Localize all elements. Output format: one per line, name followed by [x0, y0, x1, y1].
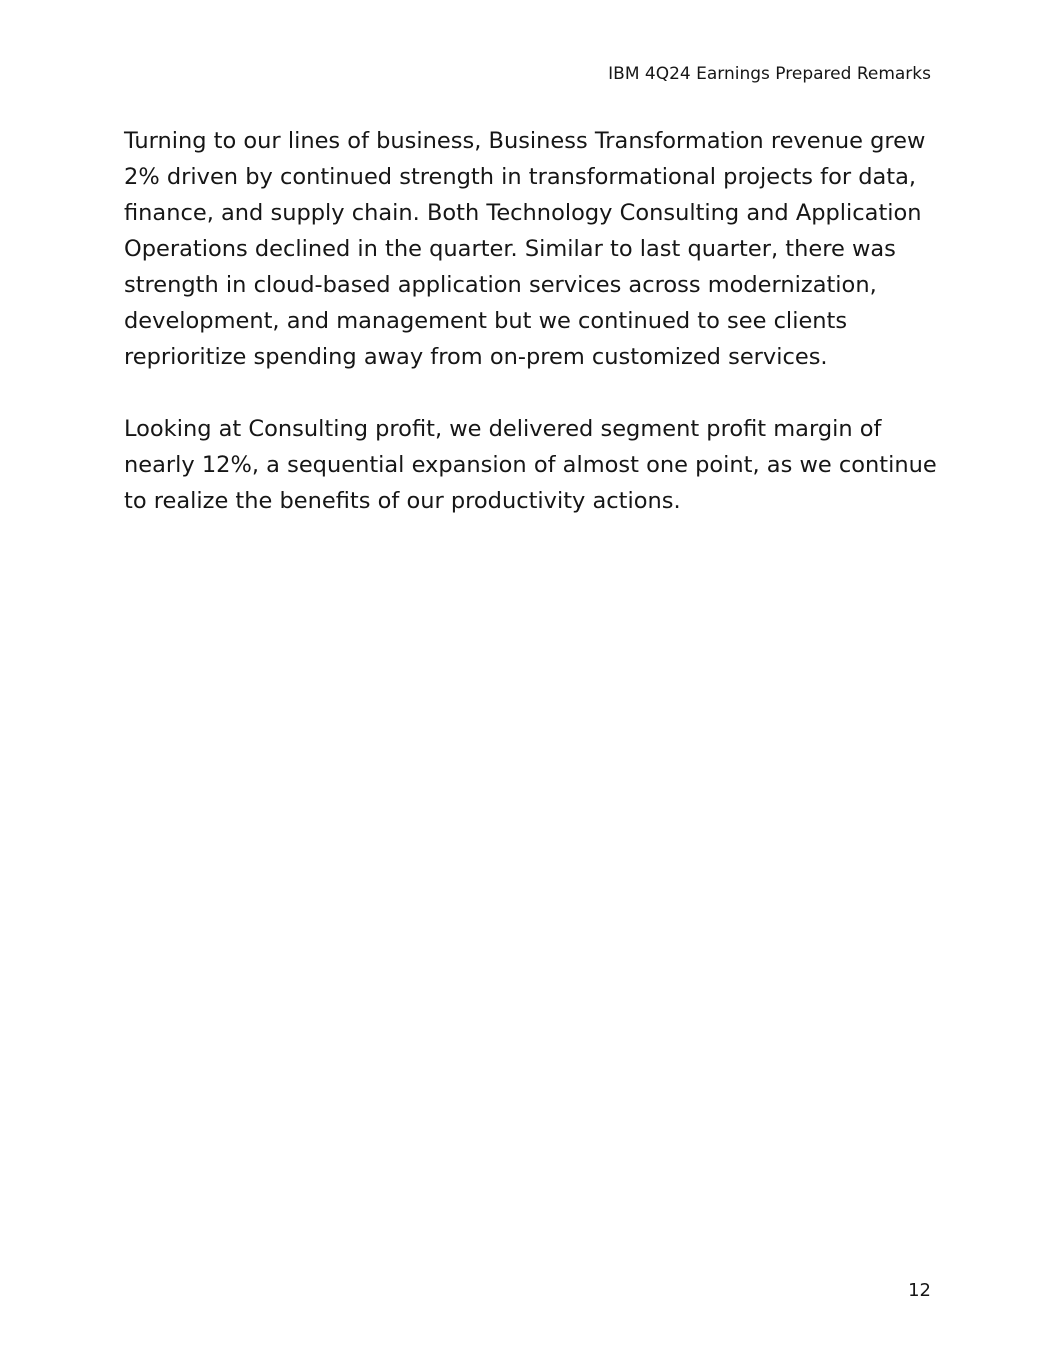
- paragraph-lines-of-business: Turning to our lines of business, Business Transformation revenue grew 2% driven by continued strength in transformational projects for data, finance, and supply chain. Both Technology Consulting and Application Operations declined in the quarter. Similar to last quarter, there was strength in cloud-based application services across modernization, development, and management but we continued to see clients reprioritize spending away from on-prem customized services.: [124, 128, 926, 370]
- running-header: IBM 4Q24 Earnings Prepared Remarks: [608, 64, 931, 84]
- body-text: [124, 123, 939, 555]
- paragraph-consulting-profit: Looking at Consulting profit, we delivered segment profit margin of nearly 12%, a sequential expansion of almost one point, as we continue to realize the benefits of our productivity actions.: [124, 416, 937, 514]
- page-number: 12: [908, 1280, 931, 1301]
